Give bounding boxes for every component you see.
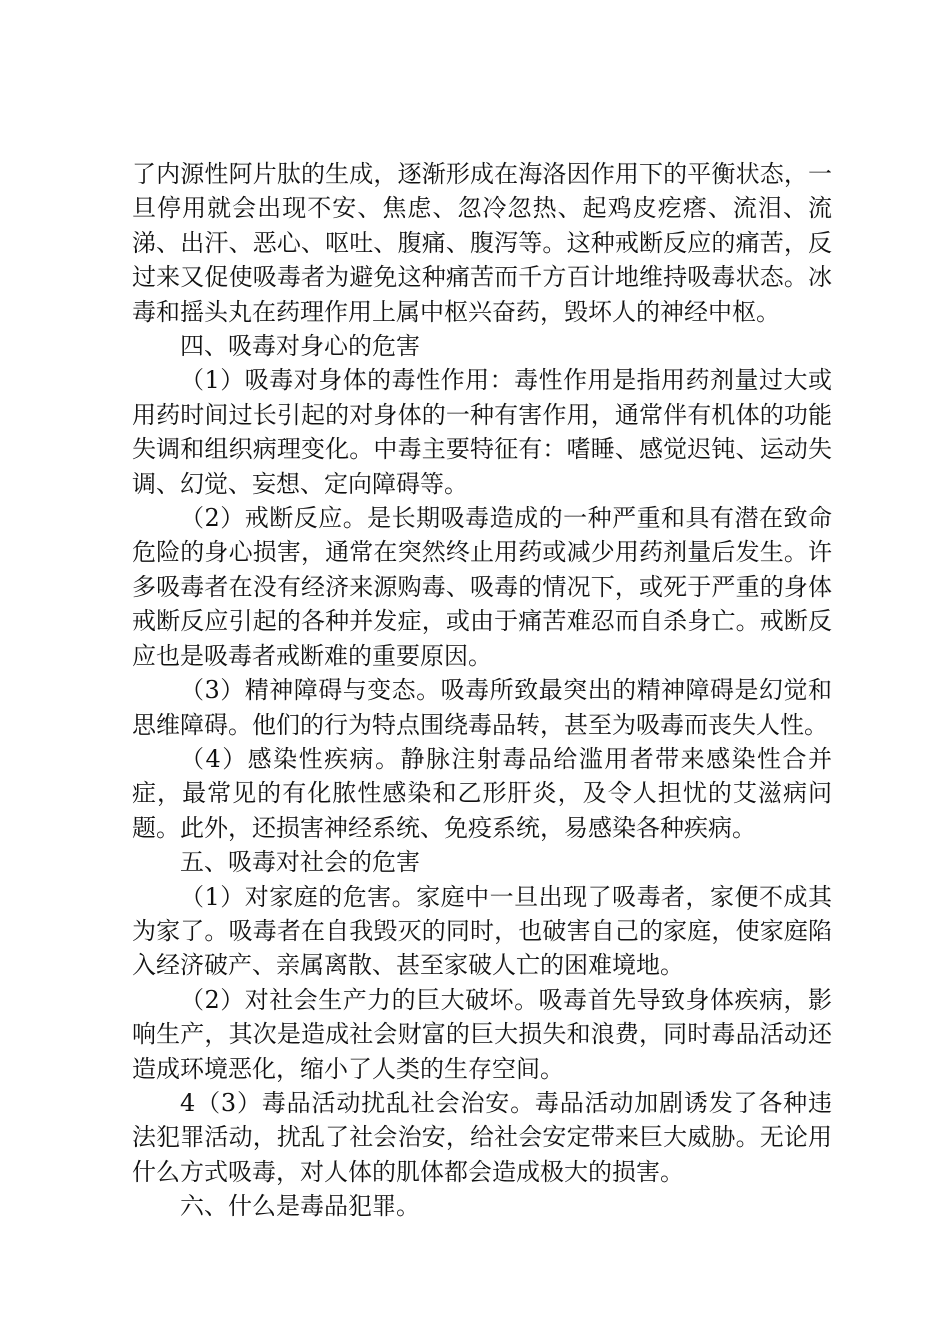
paragraph-item-mental-disorder: （3）精神障碍与变态。吸毒所致最突出的精神障碍是幻觉和思维障碍。他们的行为特点围绕毒品转，甚至为吸毒而丧失人性。 xyxy=(132,676,832,739)
paragraph-continuation: 了内源性阿片肽的生成，逐渐形成在海洛因作用下的平衡状态，一旦停用就会出现不安、焦虑、忽冷忽热、起鸡皮疙瘩、流泪、流涕、出汗、恶心、呕吐、腹痛、腹泻等。这种戒断反应的痛苦，反过来又促使吸毒者为避免这种痛苦而千方百计地维持吸毒状态。冰毒和摇头丸在药理作用上属中枢兴奋药，毁坏人的神经中枢。 xyxy=(132,160,832,326)
paragraph-item-infection: （4）感染性疾病。静脉注射毒品给滥用者带来感染性合并症，最常见的有化脓性感染和乙形肝炎，及令人担忧的艾滋病问题。此外，还损害神经系统、免疫系统，易感染各种疾病。 xyxy=(132,744,832,842)
section-heading-4: 四、吸毒对身心的危害 xyxy=(180,332,420,361)
paragraph-item-toxicity: （1）吸毒对身体的毒性作用：毒性作用是指用药剂量过大或用药时间过长引起的对身体的一种有害作用，通常伴有机体的功能失调和组织病理变化。中毒主要特征有：嗜睡、感觉迟钝、运动失调、幻觉、妄想、定向障碍等。 xyxy=(132,366,832,498)
document-body xyxy=(132,157,832,1224)
paragraph-item-withdrawal: （2）戒断反应。是长期吸毒造成的一种严重和具有潜在致命危险的身心损害，通常在突然终止用药或减少用药剂量后发生。许多吸毒者在没有经济来源购毒、吸毒的情况下，或死于严重的身体戒断反应引起的各种并发症，或由于痛苦难忍而自杀身亡。戒断反应也是吸毒者戒断难的重要原因。 xyxy=(132,504,832,670)
paragraph-item-family: （1）对家庭的危害。家庭中一旦出现了吸毒者，家便不成其为家了。吸毒者在自我毁灭的同时，也破害自己的家庭，使家庭陷入经济破产、亲属离散、甚至家破人亡的困难境地。 xyxy=(132,882,832,980)
paragraph-item-public-order: 4（3）毒品活动扰乱社会治安。毒品活动加剧诱发了各种违法犯罪活动，扰乱了社会治安，给社会安定带来巨大威胁。无论用什么方式吸毒，对人体的肌体都会造成极大的损害。 xyxy=(132,1088,832,1186)
paragraph-item-productivity: （2）对社会生产力的巨大破坏。吸毒首先导致身体疾病，影响生产，其次是造成社会财富的巨大损失和浪费，同时毒品活动还造成环境恶化，缩小了人类的生存空间。 xyxy=(132,985,832,1083)
section-heading-5: 五、吸毒对社会的危害 xyxy=(180,848,420,877)
section-heading-6: 六、什么是毒品犯罪。 xyxy=(180,1192,420,1221)
